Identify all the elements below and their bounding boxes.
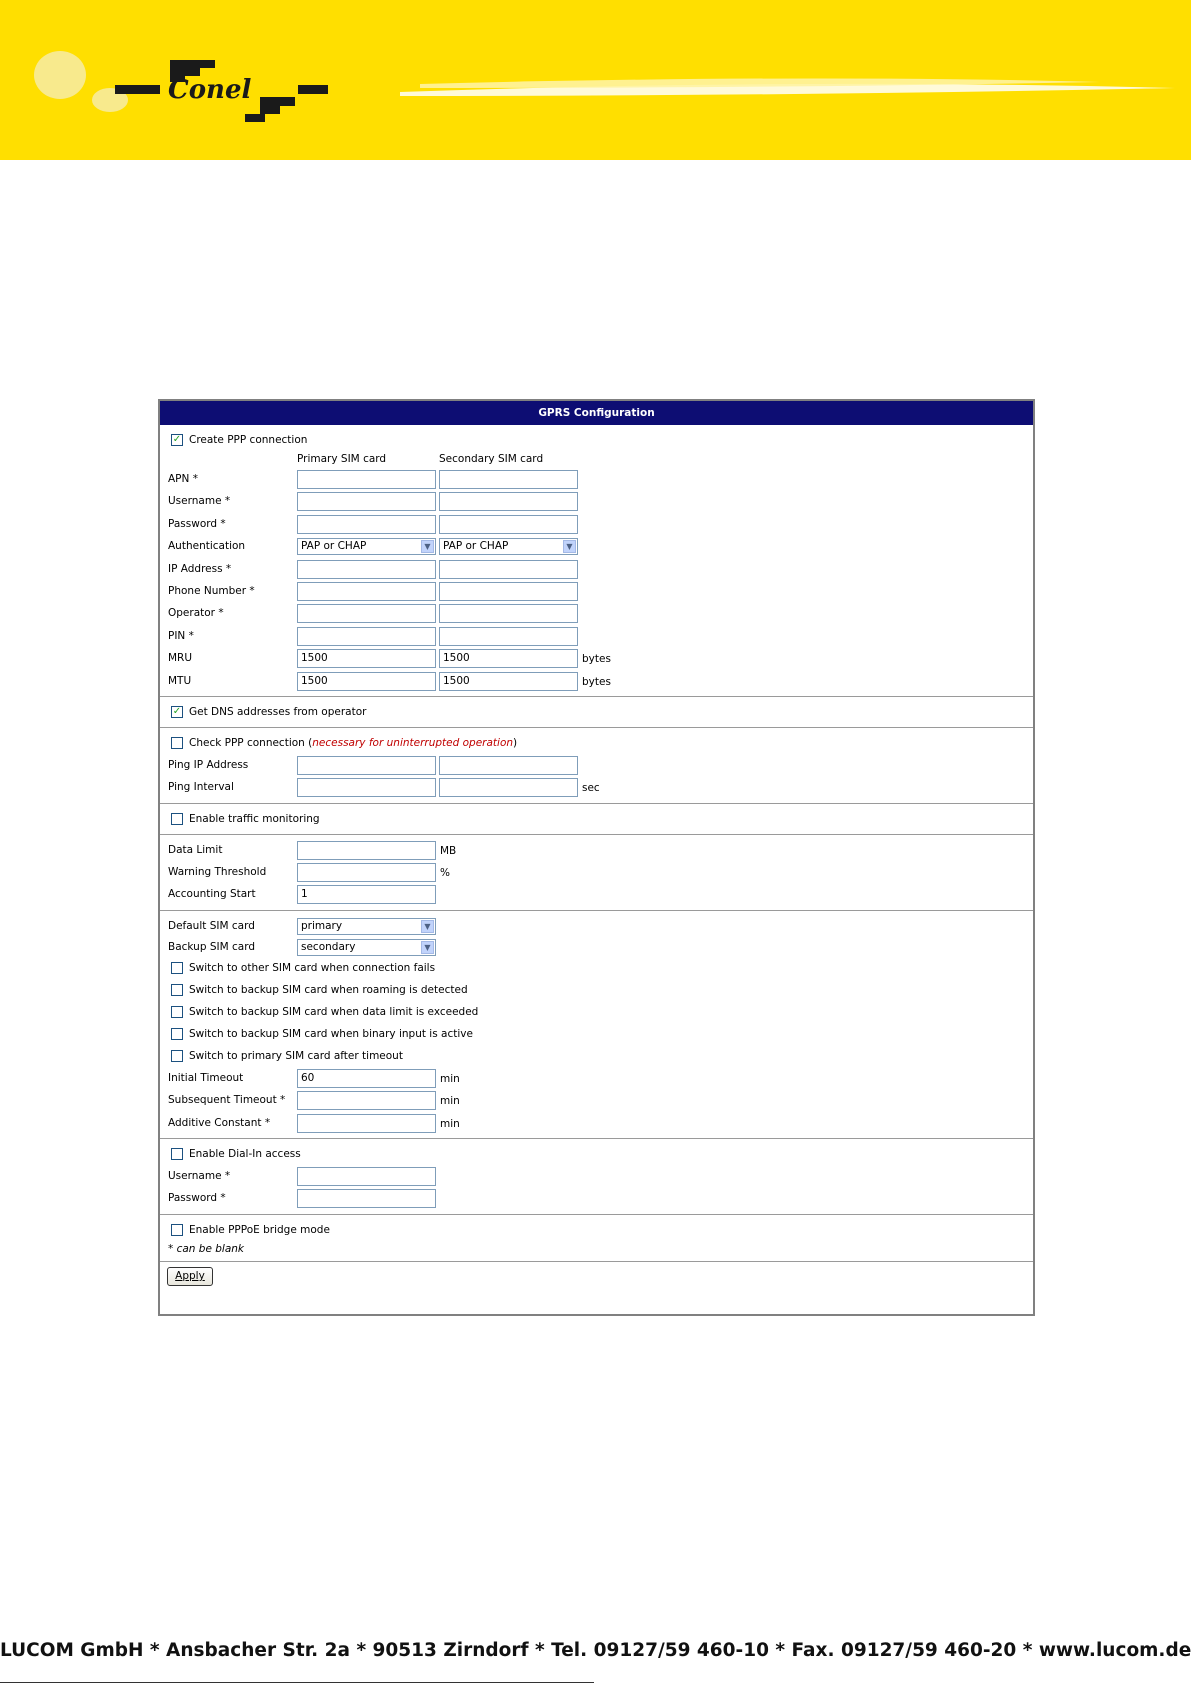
mru-label: MRU [168,652,193,665]
switch-on-binary-input-label: Switch to backup SIM card when binary input is active [189,1027,473,1040]
dial-in-username-row [160,1165,1033,1187]
mtu-secondary-input[interactable]: 1500 [439,672,578,691]
switch-on-data-limit-label: Switch to backup SIM card when data limit is exceeded [189,1005,479,1018]
initial-timeout-row [160,1067,1033,1089]
pin-label: PIN * [168,629,194,642]
apn-row [160,468,1033,490]
check-ppp-checkbox[interactable] [171,737,183,749]
ping-ip-secondary-input[interactable] [439,756,578,775]
authentication-primary-value: PAP or CHAP [301,540,367,553]
subsequent-timeout-unit: min [440,1095,460,1108]
subsequent-timeout-row [160,1089,1033,1111]
ppp-section [160,425,1033,697]
dial-in-section [160,1139,1033,1215]
sim-switching-section [160,911,1033,1139]
mtu-label: MTU [168,674,192,687]
ping-ip-primary-input[interactable] [297,756,436,775]
secondary-column-header: Secondary SIM card [439,453,544,465]
svg-text:Conel: Conel [168,75,252,105]
dial-in-checkbox[interactable] [171,1148,183,1160]
dial-in-password-label: Password * [168,1192,226,1205]
operator-label: Operator * [168,607,224,620]
column-headers [160,451,1033,468]
primary-column-header: Primary SIM card [297,453,387,465]
switch-on-roaming-label: Switch to backup SIM card when roaming is detected [189,983,468,996]
switch-on-binary-input-checkbox[interactable] [171,1028,183,1040]
mru-row [160,647,1033,669]
check-ppp-note: necessary for uninterrupted operation [312,736,514,749]
apply-row [160,1262,1033,1292]
blank-note: * can be blank [168,1242,245,1255]
ping-ip-label: Ping IP Address [168,758,249,771]
dns-label: Get DNS addresses from operator [189,705,367,718]
switch-row-3 [160,1001,1033,1023]
ping-ip-row [160,754,1033,776]
ping-interval-unit: sec [582,782,600,795]
ip-address-secondary-input[interactable] [439,560,578,579]
check-ppp-section [160,728,1033,804]
dns-section [160,697,1033,728]
chevron-down-icon[interactable]: ▼ [563,540,576,553]
dial-in-label: Enable Dial-In access [189,1148,301,1161]
ping-interval-label: Ping Interval [168,781,234,794]
backup-sim-select[interactable] [297,939,436,956]
apn-primary-input[interactable] [297,470,436,489]
footer-address: LUCOM GmbH * Ansbacher Str. 2a * 90513 Zirndorf * Tel. 09127/59 460-10 * Fax. 09127/59 460-20 * www.lucom.de [0,1640,1191,1661]
apn-label: APN * [168,473,198,485]
accounting-start-input[interactable]: 1 [297,885,436,904]
footer-divider [0,1682,594,1683]
mru-primary-input[interactable]: 1500 [297,649,436,668]
username-primary-input[interactable] [297,492,436,511]
check-ppp-label: Check PPP connection ( [189,736,313,749]
phone-number-row [160,580,1033,602]
ip-address-label: IP Address * [168,562,232,575]
dial-in-password-row [160,1187,1033,1209]
initial-timeout-input[interactable]: 60 [297,1069,436,1088]
switch-to-primary-label: Switch to primary SIM card after timeout [189,1049,403,1062]
check-ppp-close: ) [513,736,518,749]
dial-in-username-input[interactable] [297,1167,436,1186]
authentication-secondary-select[interactable] [439,538,578,555]
switch-on-data-limit-checkbox[interactable] [171,1006,183,1018]
pppoe-checkbox[interactable] [171,1224,183,1236]
additive-constant-row [160,1112,1033,1134]
dial-in-row [160,1143,1033,1165]
pin-row [160,625,1033,647]
default-sim-row [160,915,1033,936]
chevron-down-icon[interactable]: ▼ [421,941,434,954]
switch-row-2 [160,979,1033,1001]
apn-secondary-input[interactable] [439,470,578,489]
initial-timeout-label: Initial Timeout [168,1071,244,1084]
gprs-configuration-panel [158,399,1035,1316]
create-ppp-label: Create PPP connection [189,434,308,446]
subsequent-timeout-label: Subsequent Timeout * [168,1094,286,1107]
switch-on-fail-checkbox[interactable] [171,962,183,974]
password-label: Password * [168,517,226,530]
phone-number-label: Phone Number * [168,584,255,597]
warning-threshold-unit: % [440,867,450,880]
operator-primary-input[interactable] [297,604,436,623]
pppoe-label: Enable PPPoE bridge mode [189,1223,330,1236]
switch-on-roaming-checkbox[interactable] [171,984,183,996]
ping-interval-secondary-input[interactable] [439,778,578,797]
create-ppp-row [160,429,1033,451]
username-row [160,490,1033,512]
accounting-start-row [160,883,1033,905]
pppoe-section [160,1215,1033,1262]
password-secondary-input[interactable] [439,515,578,534]
data-limit-row [160,839,1033,861]
authentication-primary-select[interactable] [297,538,436,555]
panel-title: GPRS Configuration [160,401,1033,425]
dns-row [160,701,1033,723]
subsequent-timeout-input[interactable] [297,1091,436,1110]
backup-sim-value: secondary [301,940,356,953]
mru-unit: bytes [582,653,611,666]
blank-note-row [160,1241,1033,1257]
default-sim-label: Default SIM card [168,919,255,932]
dial-in-username-label: Username * [168,1170,231,1183]
mtu-unit: bytes [582,675,611,688]
switch-on-fail-label: Switch to other SIM card when connection fails [189,961,436,974]
traffic-label: Enable traffic monitoring [189,812,320,825]
phone-number-primary-input[interactable] [297,582,436,601]
conel-logo [20,42,340,132]
create-ppp-checkbox[interactable]: ✓ [172,434,182,445]
mtu-primary-input[interactable]: 1500 [297,672,436,691]
data-limit-unit: MB [440,844,457,857]
check-ppp-row [160,732,1033,754]
username-label: Username * [168,495,231,508]
authentication-row [160,535,1033,557]
apply-button[interactable]: Apply [167,1267,213,1286]
data-limit-label: Data Limit [168,843,223,856]
pppoe-row [160,1219,1033,1241]
mru-secondary-input[interactable]: 1500 [439,649,578,668]
username-secondary-input[interactable] [439,492,578,511]
chevron-down-icon[interactable]: ▼ [421,540,434,553]
switch-row-1 [160,957,1033,979]
warning-threshold-input[interactable] [297,863,436,882]
backup-sim-label: Backup SIM card [168,940,255,953]
dial-in-password-input[interactable] [297,1189,436,1208]
default-sim-value: primary [301,919,343,932]
chevron-down-icon[interactable]: ▼ [421,920,434,933]
authentication-label: Authentication [168,540,246,553]
switch-to-primary-checkbox[interactable] [171,1050,183,1062]
password-row [160,513,1033,535]
accounting-start-label: Accounting Start [168,888,256,901]
check-ppp-label-group [189,737,517,749]
header-banner [0,0,1191,160]
default-sim-select[interactable] [297,918,436,935]
password-primary-input[interactable] [297,515,436,534]
traffic-checkbox[interactable] [171,813,183,825]
switch-row-5 [160,1045,1033,1067]
pin-primary-input[interactable] [297,627,436,646]
ping-interval-row [160,776,1033,798]
data-limit-section [160,835,1033,911]
backup-sim-row [160,936,1033,957]
warning-threshold-row [160,861,1033,883]
additive-constant-unit: min [440,1117,460,1130]
ip-address-row [160,558,1033,580]
warning-threshold-label: Warning Threshold [168,866,267,879]
pin-secondary-input[interactable] [439,627,578,646]
ip-address-primary-input[interactable] [297,560,436,579]
additive-constant-input[interactable] [297,1114,436,1133]
authentication-secondary-value: PAP or CHAP [443,540,509,553]
phone-number-secondary-input[interactable] [439,582,578,601]
data-limit-input[interactable] [297,841,436,860]
operator-secondary-input[interactable] [439,604,578,623]
operator-row [160,602,1033,624]
mtu-row [160,670,1033,692]
traffic-section [160,804,1033,835]
initial-timeout-unit: min [440,1072,460,1085]
additive-constant-label: Additive Constant * [168,1116,271,1129]
switch-row-4 [160,1023,1033,1045]
traffic-row [160,808,1033,830]
ping-interval-primary-input[interactable] [297,778,436,797]
dns-checkbox[interactable]: ✓ [172,705,182,717]
